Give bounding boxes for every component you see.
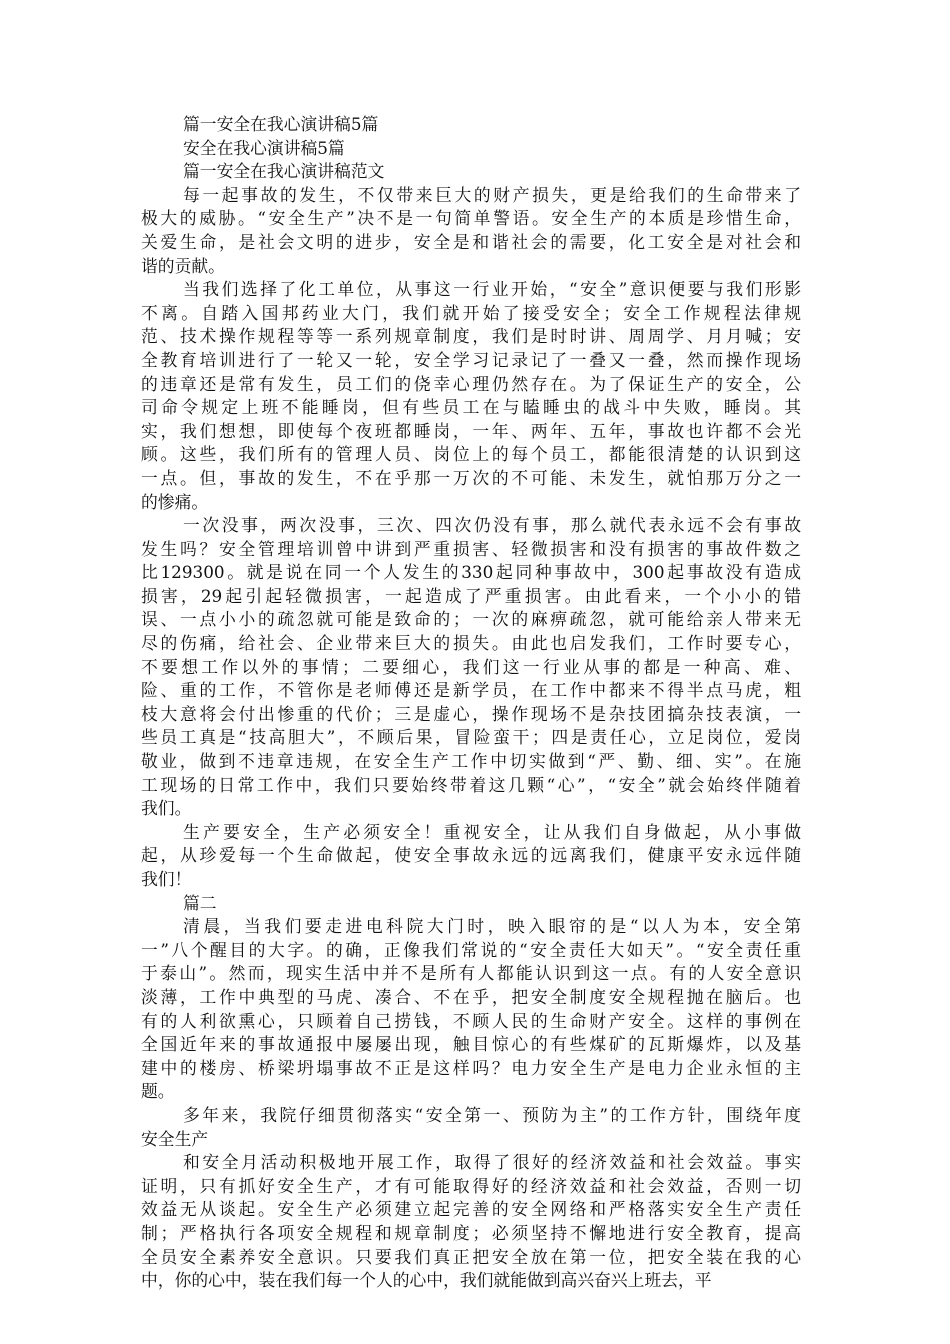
paragraph — [141, 278, 801, 514]
paragraph-line: 极大的威胁。“安全生产”决不是一句简单警语。安全生产的本质是珍惜生命， — [141, 208, 801, 229]
paragraph-line: 篇二 — [183, 892, 217, 913]
paragraph-line: 谐的贡献。 — [141, 255, 225, 276]
paragraph-line: 一”八个醒目的大字。的确，正像我们常说的“安全责任大如天”。“安全责任重 — [141, 939, 801, 960]
paragraph-line: 和安全月活动积极地开展工作，取得了很好的经济效益和社会效益。事实 — [183, 1152, 801, 1173]
paragraph-line: 当我们选择了化工单位，从事这一行业开始，“安全”意识便要与我们形影 — [183, 279, 801, 300]
paragraph-line: 全国近年来的事故通报中屡屡出现，触目惊心的有些煤矿的瓦斯爆炸，以及基 — [141, 1034, 801, 1055]
paragraph-line: 工现场的日常工作中，我们只要始终带着这几颗“心”，“安全”就会始终伴随着 — [141, 774, 801, 795]
paragraph — [141, 1151, 801, 1293]
paragraph-line: 的违章还是常有发生，员工们的侥幸心理仍然存在。为了保证生产的安全，公 — [141, 373, 801, 394]
paragraph-line: 制；严格执行各项安全规程和规章制度；必须坚持不懈地进行安全教育，提高 — [141, 1222, 801, 1243]
paragraph-line: 我们。 — [141, 798, 192, 819]
document-body — [141, 184, 801, 1293]
paragraph — [141, 184, 801, 278]
paragraph-line: 每一起事故的发生，不仅带来巨大的财产损失，更是给我们的生命带来了 — [183, 184, 801, 205]
paragraph-line: 一次没事，两次没事，三次、四次仍没有事，那么就代表永远不会有事故 — [183, 515, 801, 536]
paragraph-line: 误、一点小小的疏忽就可能是致命的；一次的麻痹疏忽，就可能给亲人带来无 — [141, 609, 801, 630]
paragraph-line: 证明，只有抓好安全生产，才有可能取得好的经济效益和社会效益，否则一切 — [141, 1175, 801, 1196]
section-title-line: 篇一安全在我心演讲稿范文 — [183, 161, 385, 182]
paragraph — [141, 514, 801, 821]
title-line: 篇一安全在我心演讲稿5篇 — [183, 114, 379, 134]
paragraph-line: 于泰山”。然而，现实生活中并不是所有人都能认识到这一点。有的人安全意识 — [141, 963, 801, 984]
paragraph-line: 建中的楼房、桥梁坍塌事故不正是这样吗？电力安全生产是电力企业永恒的主 — [141, 1057, 801, 1078]
paragraph-line: 不离。自踏入国邦药业大门，我们就开始了接受安全；安全工作规程法律规 — [141, 302, 801, 323]
paragraph-line: 有的人利欲熏心，只顾着自己捞钱，不顾人民的生命财产安全。这样的事例在 — [141, 1010, 801, 1031]
paragraph-line: 的惨痛。 — [141, 491, 209, 512]
paragraph-line: 发生吗？安全管理培训曾中讲到严重损害、轻微损害和没有损害的事故件数之 — [141, 538, 801, 559]
paragraph-line: 不要想工作以外的事情；二要细心，我们这一行业从事的都是一种高、难、 — [141, 656, 801, 677]
paragraph-line: 关爱生命，是社会文明的进步，安全是和谐社会的需要，化工安全是对社会和 — [141, 231, 801, 252]
paragraph-line: 中，你的心中，装在我们每一个人的心中，我们就能做到高兴奋兴上班去，平 — [141, 1270, 712, 1291]
paragraph-line: 损害，29起引起轻微损害，一起造成了严重损害。由此看来，一个小小的错 — [141, 585, 801, 606]
paragraph-line: 顾。这些，我们所有的管理人员、岗位上的每个员工，都能很清楚的认识到这 — [141, 444, 801, 465]
paragraph-line: 全教育培训进行了一轮又一轮，安全学习记录记了一叠又一叠，然而操作现场 — [141, 349, 801, 370]
paragraph-line: 淡薄，工作中典型的马虎、凑合、不在乎，把安全制度安全规程抛在脑后。也 — [141, 986, 801, 1007]
paragraph-line: 些员工真是“技高胆大”，不顾后果，冒险蛮干；四是责任心，立足岗位，爱岗 — [141, 727, 801, 748]
document-page — [141, 113, 801, 1293]
paragraph-line: 敬业，做到不违章违规，在安全生产工作中切实做到“严、勤、细、实”。在施 — [141, 751, 801, 772]
paragraph-line: 题。 — [141, 1081, 175, 1102]
paragraph-line: 全员安全素养安全意识。只要我们真正把安全放在第一位，把安全装在我的心 — [141, 1246, 801, 1267]
paragraph-line: 清晨，当我们要走进电科院大门时，映入眼帘的是“以人为本，安全第 — [183, 916, 801, 937]
title-block — [141, 113, 801, 184]
paragraph-line: 司命令规定上班不能睡岗，但有些员工在与瞌睡虫的战斗中失败，睡岗。其 — [141, 397, 801, 418]
paragraph-line: 枝大意将会付出惨重的代价；三是虚心，操作现场不是杂技团搞杂技表演，一 — [141, 703, 801, 724]
paragraph-line: 实，我们想想，即使每个夜班都睡岗，一年、两年、五年，事故也许都不会光 — [141, 420, 801, 441]
paragraph-line: 险、重的工作，不管你是老师傅还是新学员，在工作中都来不得半点马虎，粗 — [141, 680, 801, 701]
paragraph — [141, 892, 801, 916]
paragraph-line: 尽的伤痛，给社会、企业带来巨大的损失。由此也启发我们，工作时要专心， — [141, 633, 801, 654]
paragraph-line: 我们！ — [141, 869, 192, 889]
paragraph — [141, 1104, 801, 1151]
paragraph-line: 一点。但，事故的发生，不在乎那一万次的不可能、未发生，就怕那万分之一 — [141, 467, 801, 488]
paragraph — [141, 821, 801, 892]
paragraph-line: 效益无从谈起。安全生产必须建立起完善的安全网络和严格落实安全生产责任 — [141, 1199, 801, 1220]
subtitle-line: 安全在我心演讲稿5篇 — [183, 137, 345, 158]
paragraph-line: 生产要安全，生产必须安全！重视安全，让从我们自身做起，从小事做 — [183, 821, 801, 842]
paragraph-line: 多年来，我院仔细贯彻落实“安全第一、预防为主”的工作方针，围绕年度 — [183, 1104, 801, 1125]
paragraph-line: 安全生产 — [141, 1128, 209, 1149]
paragraph-line: 比129300。就是说在同一个人发生的330起同种事故中，300起事故没有造成 — [141, 562, 801, 583]
paragraph — [141, 915, 801, 1104]
paragraph-line: 范、技术操作规程等等一系列规章制度，我们是时时讲、周周学、月月喊；安 — [141, 326, 801, 347]
paragraph-line: 起，从珍爱每一个生命做起，使安全事故永远的远离我们，健康平安永远伴随 — [141, 845, 801, 866]
